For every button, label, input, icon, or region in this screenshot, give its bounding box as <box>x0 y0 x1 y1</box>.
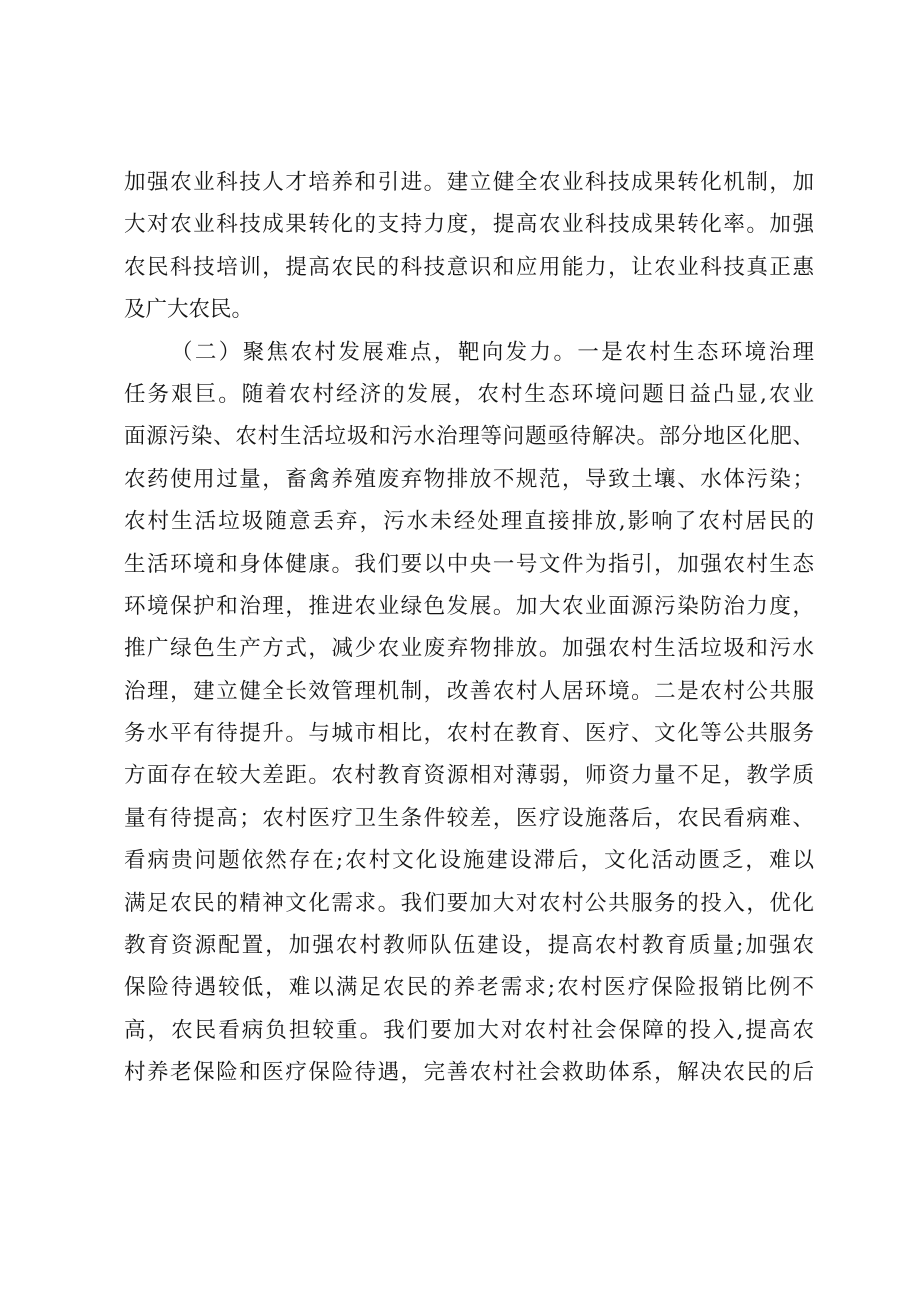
text-line: 农民科技培训，提高农民的科技意识和应用能力，让农业科技真正惠 <box>124 254 814 280</box>
paragraph-heading-line: （二）聚焦农村发展难点，靶向发力。一是农村生态环境治理 <box>171 339 814 365</box>
text-line: 保险待遇较低，难以满足农民的养老需求;农村医疗保险报销比例不 <box>124 975 814 1001</box>
text-line: 及广大农民。 <box>124 297 254 323</box>
text-line: 大对农业科技成果转化的支持力度，提高农业科技成果转化率。加强 <box>124 212 814 238</box>
text-line: 满足农民的精神文化需求。我们要加大对农村公共服务的投入，优化 <box>124 890 814 916</box>
text-line: 农村生活垃圾随意丢弃，污水未经处理直接排放,影响了农村居民的 <box>124 509 814 535</box>
text-line: 村养老保险和医疗保险待遇，完善农村社会救助体系，解决农民的后 <box>124 1060 814 1086</box>
text-line: 加强农业科技人才培养和引进。建立健全农业科技成果转化机制，加 <box>124 170 814 195</box>
text-line: 推广绿色生产方式，减少农业废弃物排放。加强农村生活垃圾和污水 <box>124 636 814 662</box>
text-line: 治理，建立健全长效管理机制，改善农村人居环境。二是农村公共服 <box>124 678 814 704</box>
text-line: 面源污染、农村生活垃圾和污水治理等问题亟待解决。部分地区化肥、 <box>124 424 814 450</box>
text-line: 看病贵问题依然存在;农村文化设施建设滞后，文化活动匮乏，难以 <box>124 848 814 874</box>
text-line: 务水平有待提升。与城市相比，农村在教育、医疗、文化等公共服务 <box>124 721 814 747</box>
body-text <box>124 162 814 1095</box>
text-line: 环境保护和治理，推进农业绿色发展。加大农业面源污染防治力度， <box>124 593 814 619</box>
text-line: 生活环境和身体健康。我们要以中央一号文件为指引，加强农村生态 <box>124 551 814 577</box>
text-line: 方面存在较大差距。农村教育资源相对薄弱，师资力量不足，教学质 <box>124 763 814 789</box>
text-line: 农药使用过量，畜禽养殖废弃物排放不规范，导致土壤、水体污染； <box>124 466 814 492</box>
text-line: 任务艰巨。随着农村经济的发展，农村生态环境问题日益凸显,农业 <box>124 381 814 407</box>
text-line: 教育资源配置，加强农村教师队伍建设，提高农村教育质量;加强农 <box>124 933 814 959</box>
text-line: 量有待提高；农村医疗卫生条件较差，医疗设施落后，农民看病难、 <box>124 805 814 831</box>
text-line: 高，农民看病负担较重。我们要加大对农村社会保障的投入,提高农 <box>124 1017 814 1043</box>
paragraph-2 <box>124 332 814 1095</box>
paragraph-1 <box>124 162 814 332</box>
